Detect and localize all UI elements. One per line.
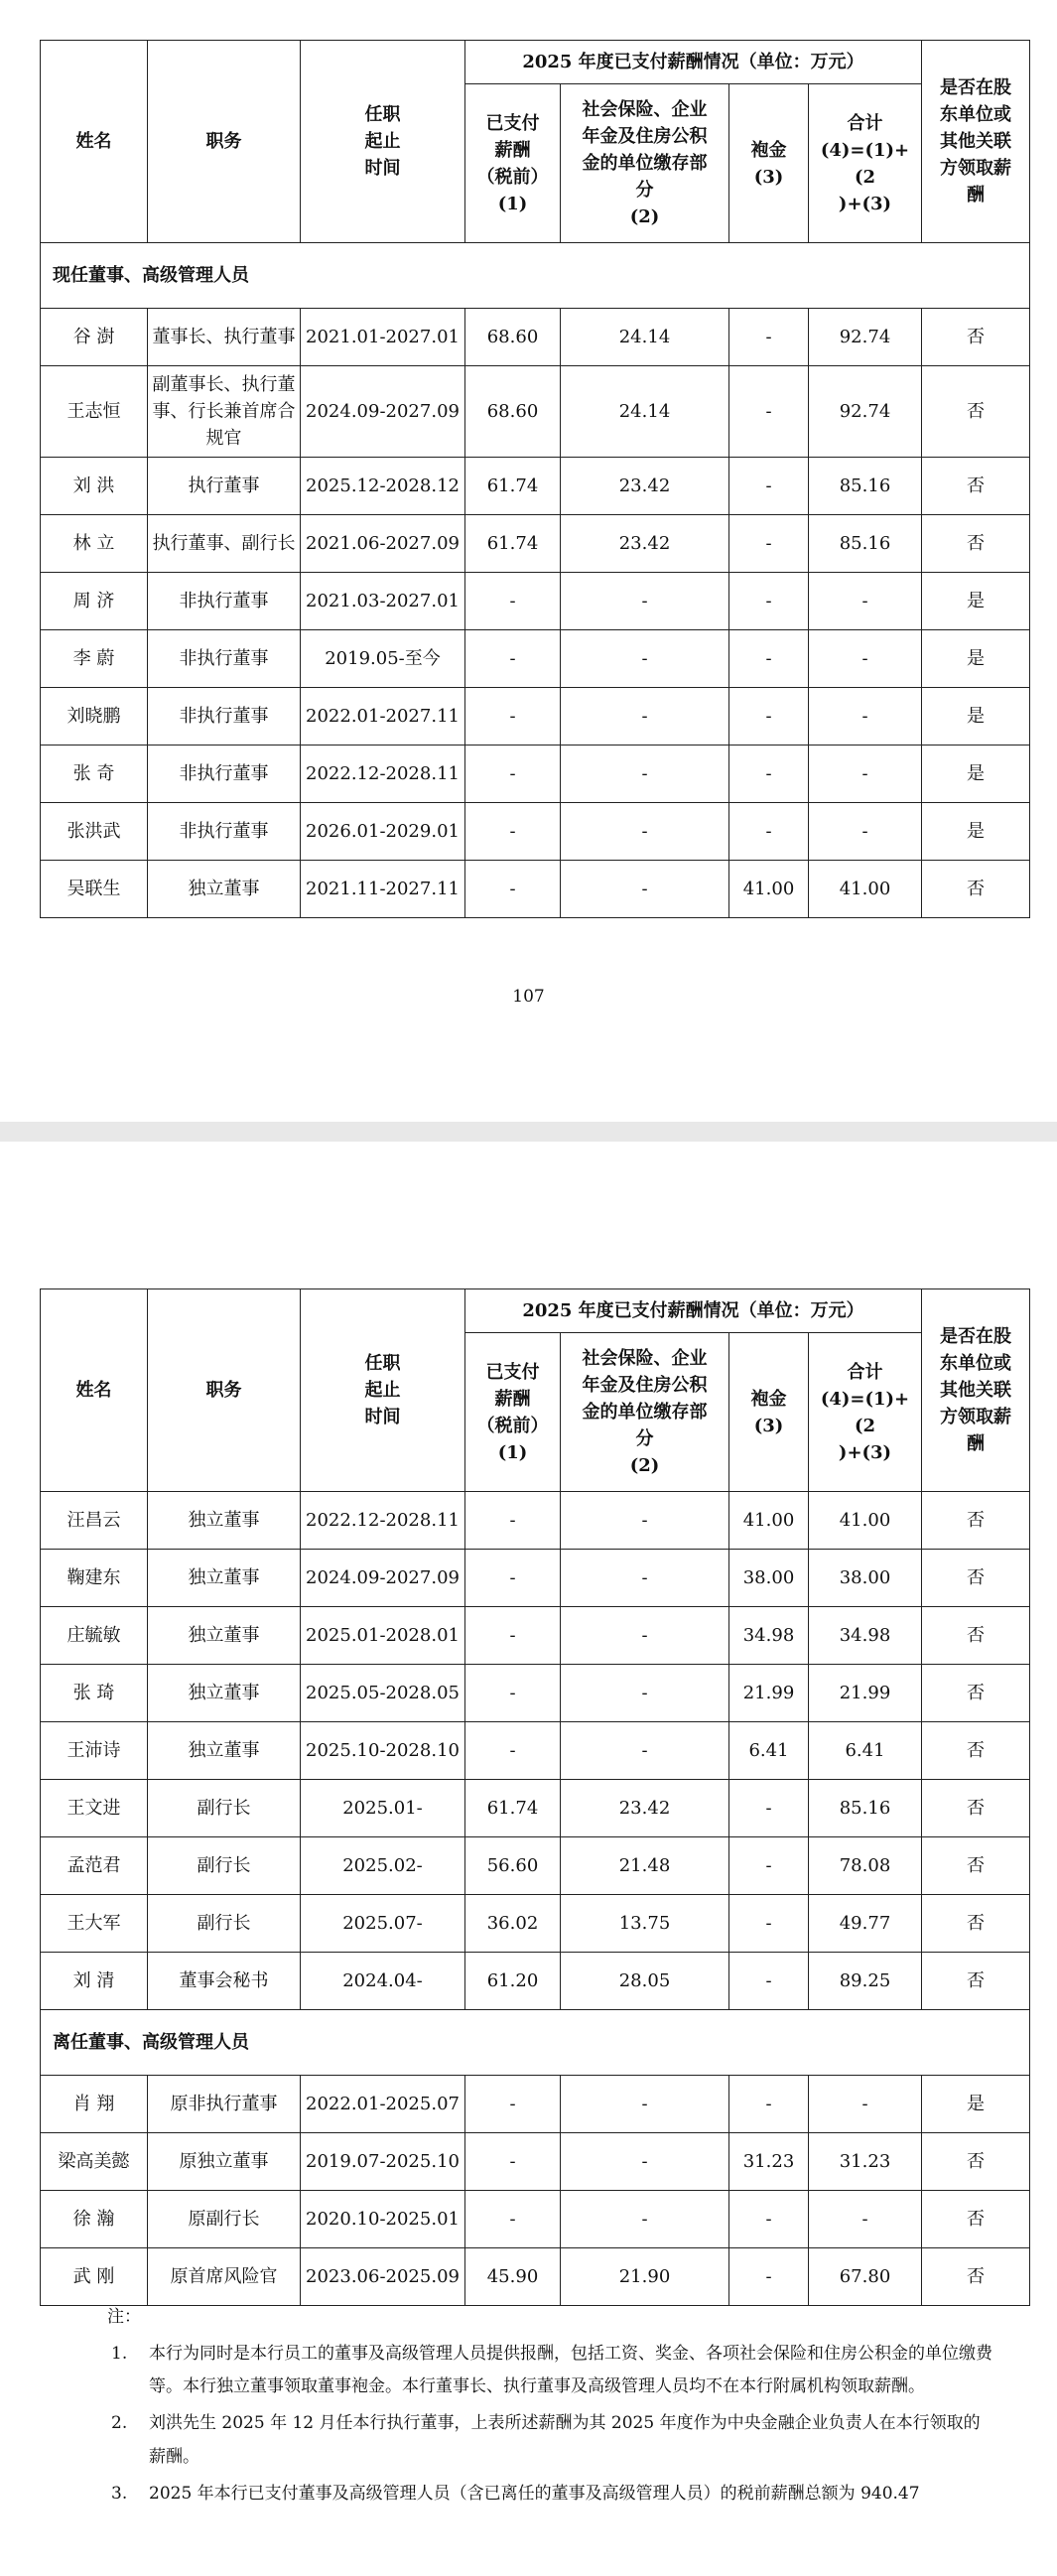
header-total: 合计 (4)=(1)+(2 )+(3) bbox=[809, 84, 922, 243]
cell-pos: 原非执行董事 bbox=[148, 2076, 301, 2133]
cell-social: 13.75 bbox=[561, 1895, 729, 1953]
cell-pos: 非执行董事 bbox=[148, 688, 301, 746]
table-row bbox=[41, 2248, 1030, 2306]
header-paid: 已支付 薪酬 （税前） (1) bbox=[465, 1333, 561, 1492]
cell-pos: 副行长 bbox=[148, 1780, 301, 1837]
cell-allowance: - bbox=[729, 803, 809, 861]
table-row bbox=[41, 803, 1030, 861]
table-row bbox=[41, 573, 1030, 630]
cell-allowance: - bbox=[729, 1780, 809, 1837]
note-item bbox=[60, 2338, 992, 2403]
cell-name: 刘 洪 bbox=[41, 458, 148, 515]
cell-term: 2025.01-2028.01 bbox=[301, 1607, 465, 1665]
cell-term: 2024.09-2027.09 bbox=[301, 366, 465, 458]
cell-social: 23.42 bbox=[561, 1780, 729, 1837]
note-item bbox=[60, 2407, 992, 2473]
cell-paid: - bbox=[465, 2191, 561, 2248]
cell-paid: 36.02 bbox=[465, 1895, 561, 1953]
header-paid: 已支付 薪酬 （税前） (1) bbox=[465, 84, 561, 243]
cell-allowance: - bbox=[729, 2076, 809, 2133]
table-row bbox=[41, 688, 1030, 746]
note-text: 2025 年本行已支付董事及高级管理人员（含已离任的董事及高级管理人员）的税前薪酬总额为 940.47 bbox=[149, 2483, 920, 2504]
table-row bbox=[41, 1665, 1030, 1722]
cell-pos: 副行长 bbox=[148, 1895, 301, 1953]
cell-social: 21.90 bbox=[561, 2248, 729, 2306]
cell-name: 武 刚 bbox=[41, 2248, 148, 2306]
table-row bbox=[41, 458, 1030, 515]
note-text: 本行为同时是本行员工的董事及高级管理人员提供报酬，包括工资、奖金、各项社会保险和住房公积金的单位缴费等。本行独立董事领取董事袍金。本行董事长、执行董事及高级管理人员均不在本行附属机构领取薪酬。 bbox=[149, 2344, 992, 2397]
header-related-party: 是否在股 东单位或 其他关联 方领取薪 酬 bbox=[922, 41, 1030, 243]
document-page-1 bbox=[0, 0, 1057, 1122]
cell-allowance: - bbox=[729, 746, 809, 803]
cell-name: 鞠建东 bbox=[41, 1550, 148, 1607]
notes bbox=[60, 2301, 992, 2514]
cell-related: 否 bbox=[922, 1895, 1030, 1953]
cell-social: - bbox=[561, 688, 729, 746]
cell-total: 34.98 bbox=[809, 1607, 922, 1665]
cell-paid: 68.60 bbox=[465, 309, 561, 366]
cell-allowance: 41.00 bbox=[729, 1492, 809, 1550]
cell-paid: - bbox=[465, 1665, 561, 1722]
cell-allowance: - bbox=[729, 458, 809, 515]
cell-related: 否 bbox=[922, 2248, 1030, 2306]
cell-paid: - bbox=[465, 1492, 561, 1550]
header-name: 姓名 bbox=[41, 1289, 148, 1492]
cell-allowance: - bbox=[729, 630, 809, 688]
cell-term: 2022.12-2028.11 bbox=[301, 1492, 465, 1550]
cell-related: 是 bbox=[922, 630, 1030, 688]
header-name: 姓名 bbox=[41, 41, 148, 243]
cell-name: 王文进 bbox=[41, 1780, 148, 1837]
cell-related: 否 bbox=[922, 1492, 1030, 1550]
cell-social: - bbox=[561, 1665, 729, 1722]
cell-total: 41.00 bbox=[809, 1492, 922, 1550]
header-position: 职务 bbox=[148, 41, 301, 243]
cell-paid: 61.74 bbox=[465, 1780, 561, 1837]
cell-related: 否 bbox=[922, 1953, 1030, 2010]
cell-social: - bbox=[561, 861, 729, 918]
cell-social: - bbox=[561, 1607, 729, 1665]
cell-paid: 61.74 bbox=[465, 515, 561, 573]
cell-total: 67.80 bbox=[809, 2248, 922, 2306]
cell-pos: 独立董事 bbox=[148, 1665, 301, 1722]
cell-total: - bbox=[809, 2076, 922, 2133]
cell-pos: 原独立董事 bbox=[148, 2133, 301, 2191]
cell-term: 2025.10-2028.10 bbox=[301, 1722, 465, 1780]
cell-total: 92.74 bbox=[809, 366, 922, 458]
cell-social: - bbox=[561, 573, 729, 630]
cell-name: 吴联生 bbox=[41, 861, 148, 918]
cell-social: - bbox=[561, 1492, 729, 1550]
table-row bbox=[41, 309, 1030, 366]
cell-social: 23.42 bbox=[561, 515, 729, 573]
note-number: 3. bbox=[111, 2483, 128, 2504]
cell-name: 汪昌云 bbox=[41, 1492, 148, 1550]
table-row bbox=[41, 1837, 1030, 1895]
cell-pos: 非执行董事 bbox=[148, 573, 301, 630]
cell-total: - bbox=[809, 2191, 922, 2248]
cell-social: 23.42 bbox=[561, 458, 729, 515]
cell-total: 6.41 bbox=[809, 1722, 922, 1780]
cell-social: 21.48 bbox=[561, 1837, 729, 1895]
cell-related: 是 bbox=[922, 803, 1030, 861]
cell-total: 92.74 bbox=[809, 309, 922, 366]
cell-allowance: - bbox=[729, 309, 809, 366]
header-allowance: 袍金 (3) bbox=[729, 1333, 809, 1492]
cell-pos: 非执行董事 bbox=[148, 803, 301, 861]
table-body bbox=[41, 41, 1030, 918]
cell-paid: - bbox=[465, 861, 561, 918]
header-position: 职务 bbox=[148, 1289, 301, 1492]
cell-total: - bbox=[809, 688, 922, 746]
cell-paid: - bbox=[465, 2076, 561, 2133]
cell-paid: - bbox=[465, 688, 561, 746]
cell-term: 2021.06-2027.09 bbox=[301, 515, 465, 573]
table-row bbox=[41, 2133, 1030, 2191]
table-row bbox=[41, 1780, 1030, 1837]
cell-pos: 副董事长、执行董事、行长兼首席合规官 bbox=[148, 366, 301, 458]
cell-social: 24.14 bbox=[561, 309, 729, 366]
cell-social: - bbox=[561, 2133, 729, 2191]
cell-term: 2021.03-2027.01 bbox=[301, 573, 465, 630]
cell-total: 89.25 bbox=[809, 1953, 922, 2010]
cell-related: 否 bbox=[922, 2191, 1030, 2248]
cell-social: - bbox=[561, 1722, 729, 1780]
cell-allowance: - bbox=[729, 2248, 809, 2306]
cell-related: 否 bbox=[922, 515, 1030, 573]
cell-term: 2025.02- bbox=[301, 1837, 465, 1895]
cell-allowance: - bbox=[729, 573, 809, 630]
cell-total: 38.00 bbox=[809, 1550, 922, 1607]
cell-pos: 副行长 bbox=[148, 1837, 301, 1895]
table-row bbox=[41, 1550, 1030, 1607]
cell-name: 谷 澍 bbox=[41, 309, 148, 366]
cell-term: 2022.01-2027.11 bbox=[301, 688, 465, 746]
cell-allowance: - bbox=[729, 688, 809, 746]
section-row bbox=[41, 2010, 1030, 2076]
header-related-party: 是否在股 东单位或 其他关联 方领取薪 酬 bbox=[922, 1289, 1030, 1492]
cell-term: 2019.05-至今 bbox=[301, 630, 465, 688]
cell-pos: 董事会秘书 bbox=[148, 1953, 301, 2010]
cell-paid: - bbox=[465, 1607, 561, 1665]
header-compensation-group: 2025 年度已支付薪酬情况（单位：万元） bbox=[465, 41, 922, 84]
cell-pos: 非执行董事 bbox=[148, 630, 301, 688]
cell-related: 是 bbox=[922, 2076, 1030, 2133]
cell-paid: - bbox=[465, 2133, 561, 2191]
cell-paid: - bbox=[465, 746, 561, 803]
cell-related: 否 bbox=[922, 1665, 1030, 1722]
cell-name: 刘晓鹏 bbox=[41, 688, 148, 746]
document-page-2 bbox=[0, 1142, 1057, 2576]
cell-name: 王大军 bbox=[41, 1895, 148, 1953]
cell-social: - bbox=[561, 803, 729, 861]
table-row bbox=[41, 2191, 1030, 2248]
cell-paid: 61.74 bbox=[465, 458, 561, 515]
cell-pos: 独立董事 bbox=[148, 1492, 301, 1550]
cell-total: 31.23 bbox=[809, 2133, 922, 2191]
cell-term: 2025.07- bbox=[301, 1895, 465, 1953]
cell-total: - bbox=[809, 573, 922, 630]
cell-pos: 独立董事 bbox=[148, 1607, 301, 1665]
cell-social: - bbox=[561, 1550, 729, 1607]
cell-social: - bbox=[561, 2076, 729, 2133]
cell-paid: 61.20 bbox=[465, 1953, 561, 2010]
table-row bbox=[41, 746, 1030, 803]
cell-allowance: 41.00 bbox=[729, 861, 809, 918]
cell-term: 2023.06-2025.09 bbox=[301, 2248, 465, 2306]
cell-social: - bbox=[561, 2191, 729, 2248]
cell-pos: 执行董事 bbox=[148, 458, 301, 515]
cell-allowance: 31.23 bbox=[729, 2133, 809, 2191]
cell-related: 是 bbox=[922, 688, 1030, 746]
cell-total: 85.16 bbox=[809, 1780, 922, 1837]
cell-name: 肖 翔 bbox=[41, 2076, 148, 2133]
cell-total: - bbox=[809, 746, 922, 803]
cell-total: 85.16 bbox=[809, 458, 922, 515]
cell-term: 2025.01- bbox=[301, 1780, 465, 1837]
cell-related: 否 bbox=[922, 458, 1030, 515]
cell-total: 49.77 bbox=[809, 1895, 922, 1953]
table-row bbox=[41, 1895, 1030, 1953]
note-number: 2. bbox=[111, 2413, 128, 2434]
note-number: 1. bbox=[111, 2344, 128, 2365]
cell-allowance: - bbox=[729, 1895, 809, 1953]
cell-allowance: - bbox=[729, 366, 809, 458]
cell-term: 2021.01-2027.01 bbox=[301, 309, 465, 366]
cell-allowance: 38.00 bbox=[729, 1550, 809, 1607]
cell-allowance: 21.99 bbox=[729, 1665, 809, 1722]
cell-total: - bbox=[809, 630, 922, 688]
cell-pos: 独立董事 bbox=[148, 861, 301, 918]
cell-related: 否 bbox=[922, 861, 1030, 918]
cell-paid: - bbox=[465, 573, 561, 630]
section-current: 现任董事、高级管理人员 bbox=[41, 243, 1030, 309]
table-body bbox=[41, 1289, 1030, 2306]
cell-term: 2024.09-2027.09 bbox=[301, 1550, 465, 1607]
cell-pos: 非执行董事 bbox=[148, 746, 301, 803]
cell-name: 张洪武 bbox=[41, 803, 148, 861]
cell-related: 否 bbox=[922, 1607, 1030, 1665]
cell-allowance: - bbox=[729, 1953, 809, 2010]
section-former: 离任董事、高级管理人员 bbox=[41, 2010, 1030, 2076]
cell-related: 是 bbox=[922, 746, 1030, 803]
header-social: 社会保险、企业 年金及住房公积 金的单位缴存部 分 (2) bbox=[561, 84, 729, 243]
cell-related: 否 bbox=[922, 1722, 1030, 1780]
cell-name: 张 琦 bbox=[41, 1665, 148, 1722]
cell-term: 2022.01-2025.07 bbox=[301, 2076, 465, 2133]
cell-term: 2025.05-2028.05 bbox=[301, 1665, 465, 1722]
table-row bbox=[41, 2076, 1030, 2133]
cell-total: 78.08 bbox=[809, 1837, 922, 1895]
cell-allowance: 34.98 bbox=[729, 1607, 809, 1665]
cell-related: 否 bbox=[922, 366, 1030, 458]
cell-total: 85.16 bbox=[809, 515, 922, 573]
table-row bbox=[41, 1607, 1030, 1665]
cell-pos: 执行董事、副行长 bbox=[148, 515, 301, 573]
cell-related: 否 bbox=[922, 309, 1030, 366]
cell-name: 张 奇 bbox=[41, 746, 148, 803]
cell-paid: - bbox=[465, 1722, 561, 1780]
cell-paid: - bbox=[465, 803, 561, 861]
cell-name: 王沛诗 bbox=[41, 1722, 148, 1780]
cell-term: 2021.11-2027.11 bbox=[301, 861, 465, 918]
cell-social: 28.05 bbox=[561, 1953, 729, 2010]
cell-pos: 独立董事 bbox=[148, 1722, 301, 1780]
cell-name: 王志恒 bbox=[41, 366, 148, 458]
cell-name: 梁高美懿 bbox=[41, 2133, 148, 2191]
cell-pos: 原副行长 bbox=[148, 2191, 301, 2248]
cell-name: 周 济 bbox=[41, 573, 148, 630]
cell-related: 否 bbox=[922, 1837, 1030, 1895]
cell-term: 2025.12-2028.12 bbox=[301, 458, 465, 515]
cell-paid: - bbox=[465, 1550, 561, 1607]
cell-name: 孟范君 bbox=[41, 1837, 148, 1895]
cell-pos: 董事长、执行董事 bbox=[148, 309, 301, 366]
cell-paid: - bbox=[465, 630, 561, 688]
table-row bbox=[41, 1492, 1030, 1550]
cell-term: 2022.12-2028.11 bbox=[301, 746, 465, 803]
cell-term: 2020.10-2025.01 bbox=[301, 2191, 465, 2248]
cell-name: 庄毓敏 bbox=[41, 1607, 148, 1665]
cell-social: - bbox=[561, 746, 729, 803]
cell-social: - bbox=[561, 630, 729, 688]
table-row bbox=[41, 366, 1030, 458]
cell-related: 否 bbox=[922, 2133, 1030, 2191]
table-row bbox=[41, 1722, 1030, 1780]
cell-name: 徐 瀚 bbox=[41, 2191, 148, 2248]
cell-name: 李 蔚 bbox=[41, 630, 148, 688]
page-number: 107 bbox=[512, 987, 545, 1007]
table-row bbox=[41, 861, 1030, 918]
table-row bbox=[41, 630, 1030, 688]
cell-paid: 68.60 bbox=[465, 366, 561, 458]
header-social: 社会保险、企业 年金及住房公积 金的单位缴存部 分 (2) bbox=[561, 1333, 729, 1492]
cell-name: 刘 清 bbox=[41, 1953, 148, 2010]
cell-pos: 原首席风险官 bbox=[148, 2248, 301, 2306]
cell-paid: 56.60 bbox=[465, 1837, 561, 1895]
cell-allowance: - bbox=[729, 515, 809, 573]
table-row bbox=[41, 1953, 1030, 2010]
header-tenure: 任职 起止 时间 bbox=[301, 1289, 465, 1492]
cell-total: - bbox=[809, 803, 922, 861]
compensation-table-page-2 bbox=[40, 1288, 1030, 2306]
note-item bbox=[60, 2478, 992, 2510]
header-total: 合计 (4)=(1)+(2 )+(3) bbox=[809, 1333, 922, 1492]
cell-term: 2024.04- bbox=[301, 1953, 465, 2010]
table-row bbox=[41, 515, 1030, 573]
cell-term: 2019.07-2025.10 bbox=[301, 2133, 465, 2191]
cell-related: 否 bbox=[922, 1780, 1030, 1837]
cell-total: 41.00 bbox=[809, 861, 922, 918]
header-allowance: 袍金 (3) bbox=[729, 84, 809, 243]
compensation-table-page-1 bbox=[40, 40, 1030, 918]
cell-name: 林 立 bbox=[41, 515, 148, 573]
notes-label: 注： bbox=[107, 2307, 141, 2327]
cell-allowance: - bbox=[729, 1837, 809, 1895]
header-tenure: 任职 起止 时间 bbox=[301, 41, 465, 243]
note-text: 刘洪先生 2025 年 12 月任本行执行董事，上表所述薪酬为其 2025 年度作为中央金融企业负责人在本行领取的薪酬。 bbox=[149, 2413, 981, 2467]
header-compensation-group: 2025 年度已支付薪酬情况（单位：万元） bbox=[465, 1289, 922, 1333]
cell-paid: 45.90 bbox=[465, 2248, 561, 2306]
cell-allowance: 6.41 bbox=[729, 1722, 809, 1780]
cell-allowance: - bbox=[729, 2191, 809, 2248]
cell-pos: 独立董事 bbox=[148, 1550, 301, 1607]
cell-term: 2026.01-2029.01 bbox=[301, 803, 465, 861]
cell-social: 24.14 bbox=[561, 366, 729, 458]
cell-related: 是 bbox=[922, 573, 1030, 630]
cell-total: 21.99 bbox=[809, 1665, 922, 1722]
cell-related: 否 bbox=[922, 1550, 1030, 1607]
